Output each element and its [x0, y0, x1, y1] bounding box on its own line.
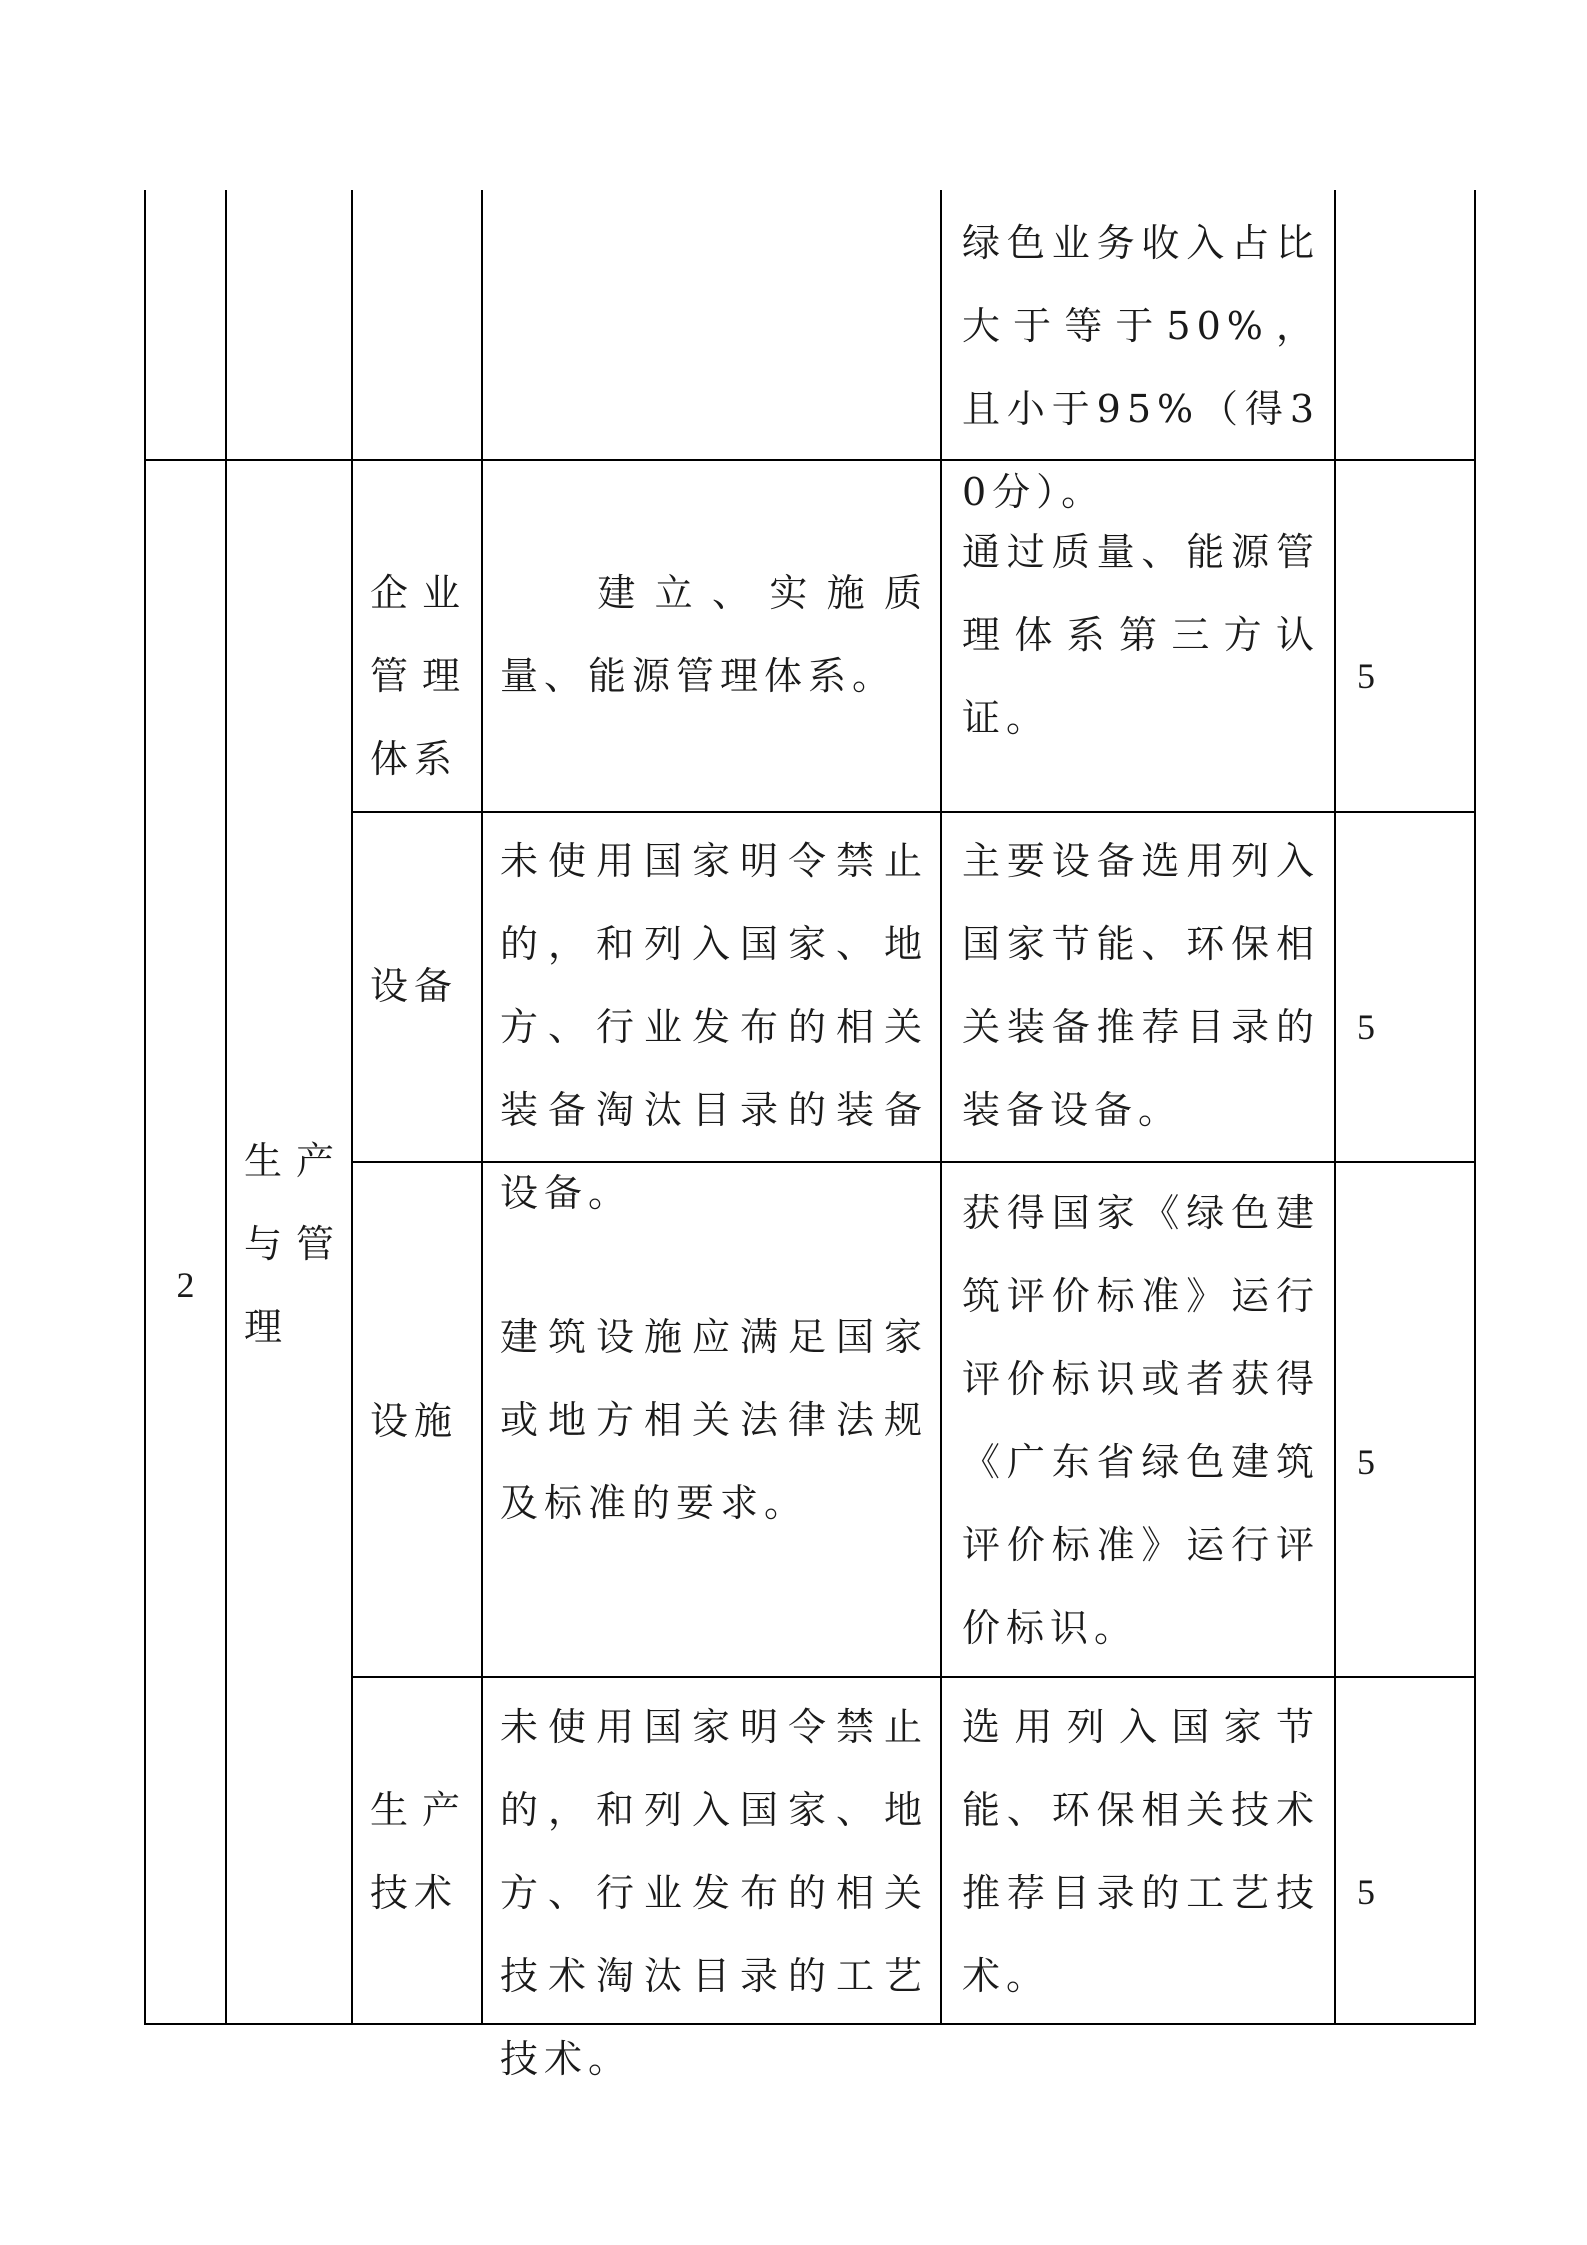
column-divider [225, 190, 227, 2025]
group-index: 2 [176, 1265, 195, 1305]
column-divider [351, 190, 353, 2025]
criteria-continued: 绿色业务收入占比大于等于50%，且小于95%（得30分）。 [962, 221, 1320, 514]
column-divider [1334, 190, 1336, 2025]
table-row-criteria: 通过质量、能源管理体系第三方认证。 [962, 530, 1320, 740]
table-row-item: 企业管理体系 [370, 571, 466, 781]
table-row-requirement: 建立、实施质量、能源管理体系。 [500, 571, 928, 698]
row-divider [351, 1676, 1476, 1678]
column-divider [940, 190, 942, 2025]
table-row-criteria: 获得国家《绿色建筑评价标准》运行评价标识或者获得《广东省绿色建筑评价标准》运行评价标识。 [962, 1191, 1320, 1650]
table-border-right [1474, 190, 1476, 2025]
table-row-criteria: 选用列入国家节能、环保相关技术推荐目录的工艺技术。 [962, 1705, 1320, 1998]
table-row-score: 5 [1357, 1872, 1375, 1912]
table-border-left [144, 190, 146, 2025]
table-row-criteria: 主要设备选用列入国家节能、环保相关装备推荐目录的装备设备。 [962, 839, 1320, 1132]
table-row-item: 生产技术 [370, 1788, 466, 1915]
table-row-score: 5 [1357, 1442, 1375, 1482]
column-divider [481, 190, 483, 2025]
table-row-requirement: 建筑设施应满足国家或地方相关法律法规及标准的要求。 [500, 1315, 928, 1525]
table-row-item: 设施 [370, 1399, 459, 1443]
table-row-requirement: 未使用国家明令禁止的，和列入国家、地方、行业发布的相关装备淘汰目录的装备设备。 [500, 839, 928, 1215]
row-divider [351, 811, 1476, 813]
table-row-item: 设备 [370, 964, 459, 1008]
table-row-score: 5 [1357, 1007, 1375, 1047]
group-category: 生产与管理 [244, 1139, 340, 1349]
table-row-score: 5 [1357, 656, 1375, 696]
table-row-requirement: 未使用国家明令禁止的，和列入国家、地方、行业发布的相关技术淘汰目录的工艺技术。 [500, 1705, 928, 2081]
